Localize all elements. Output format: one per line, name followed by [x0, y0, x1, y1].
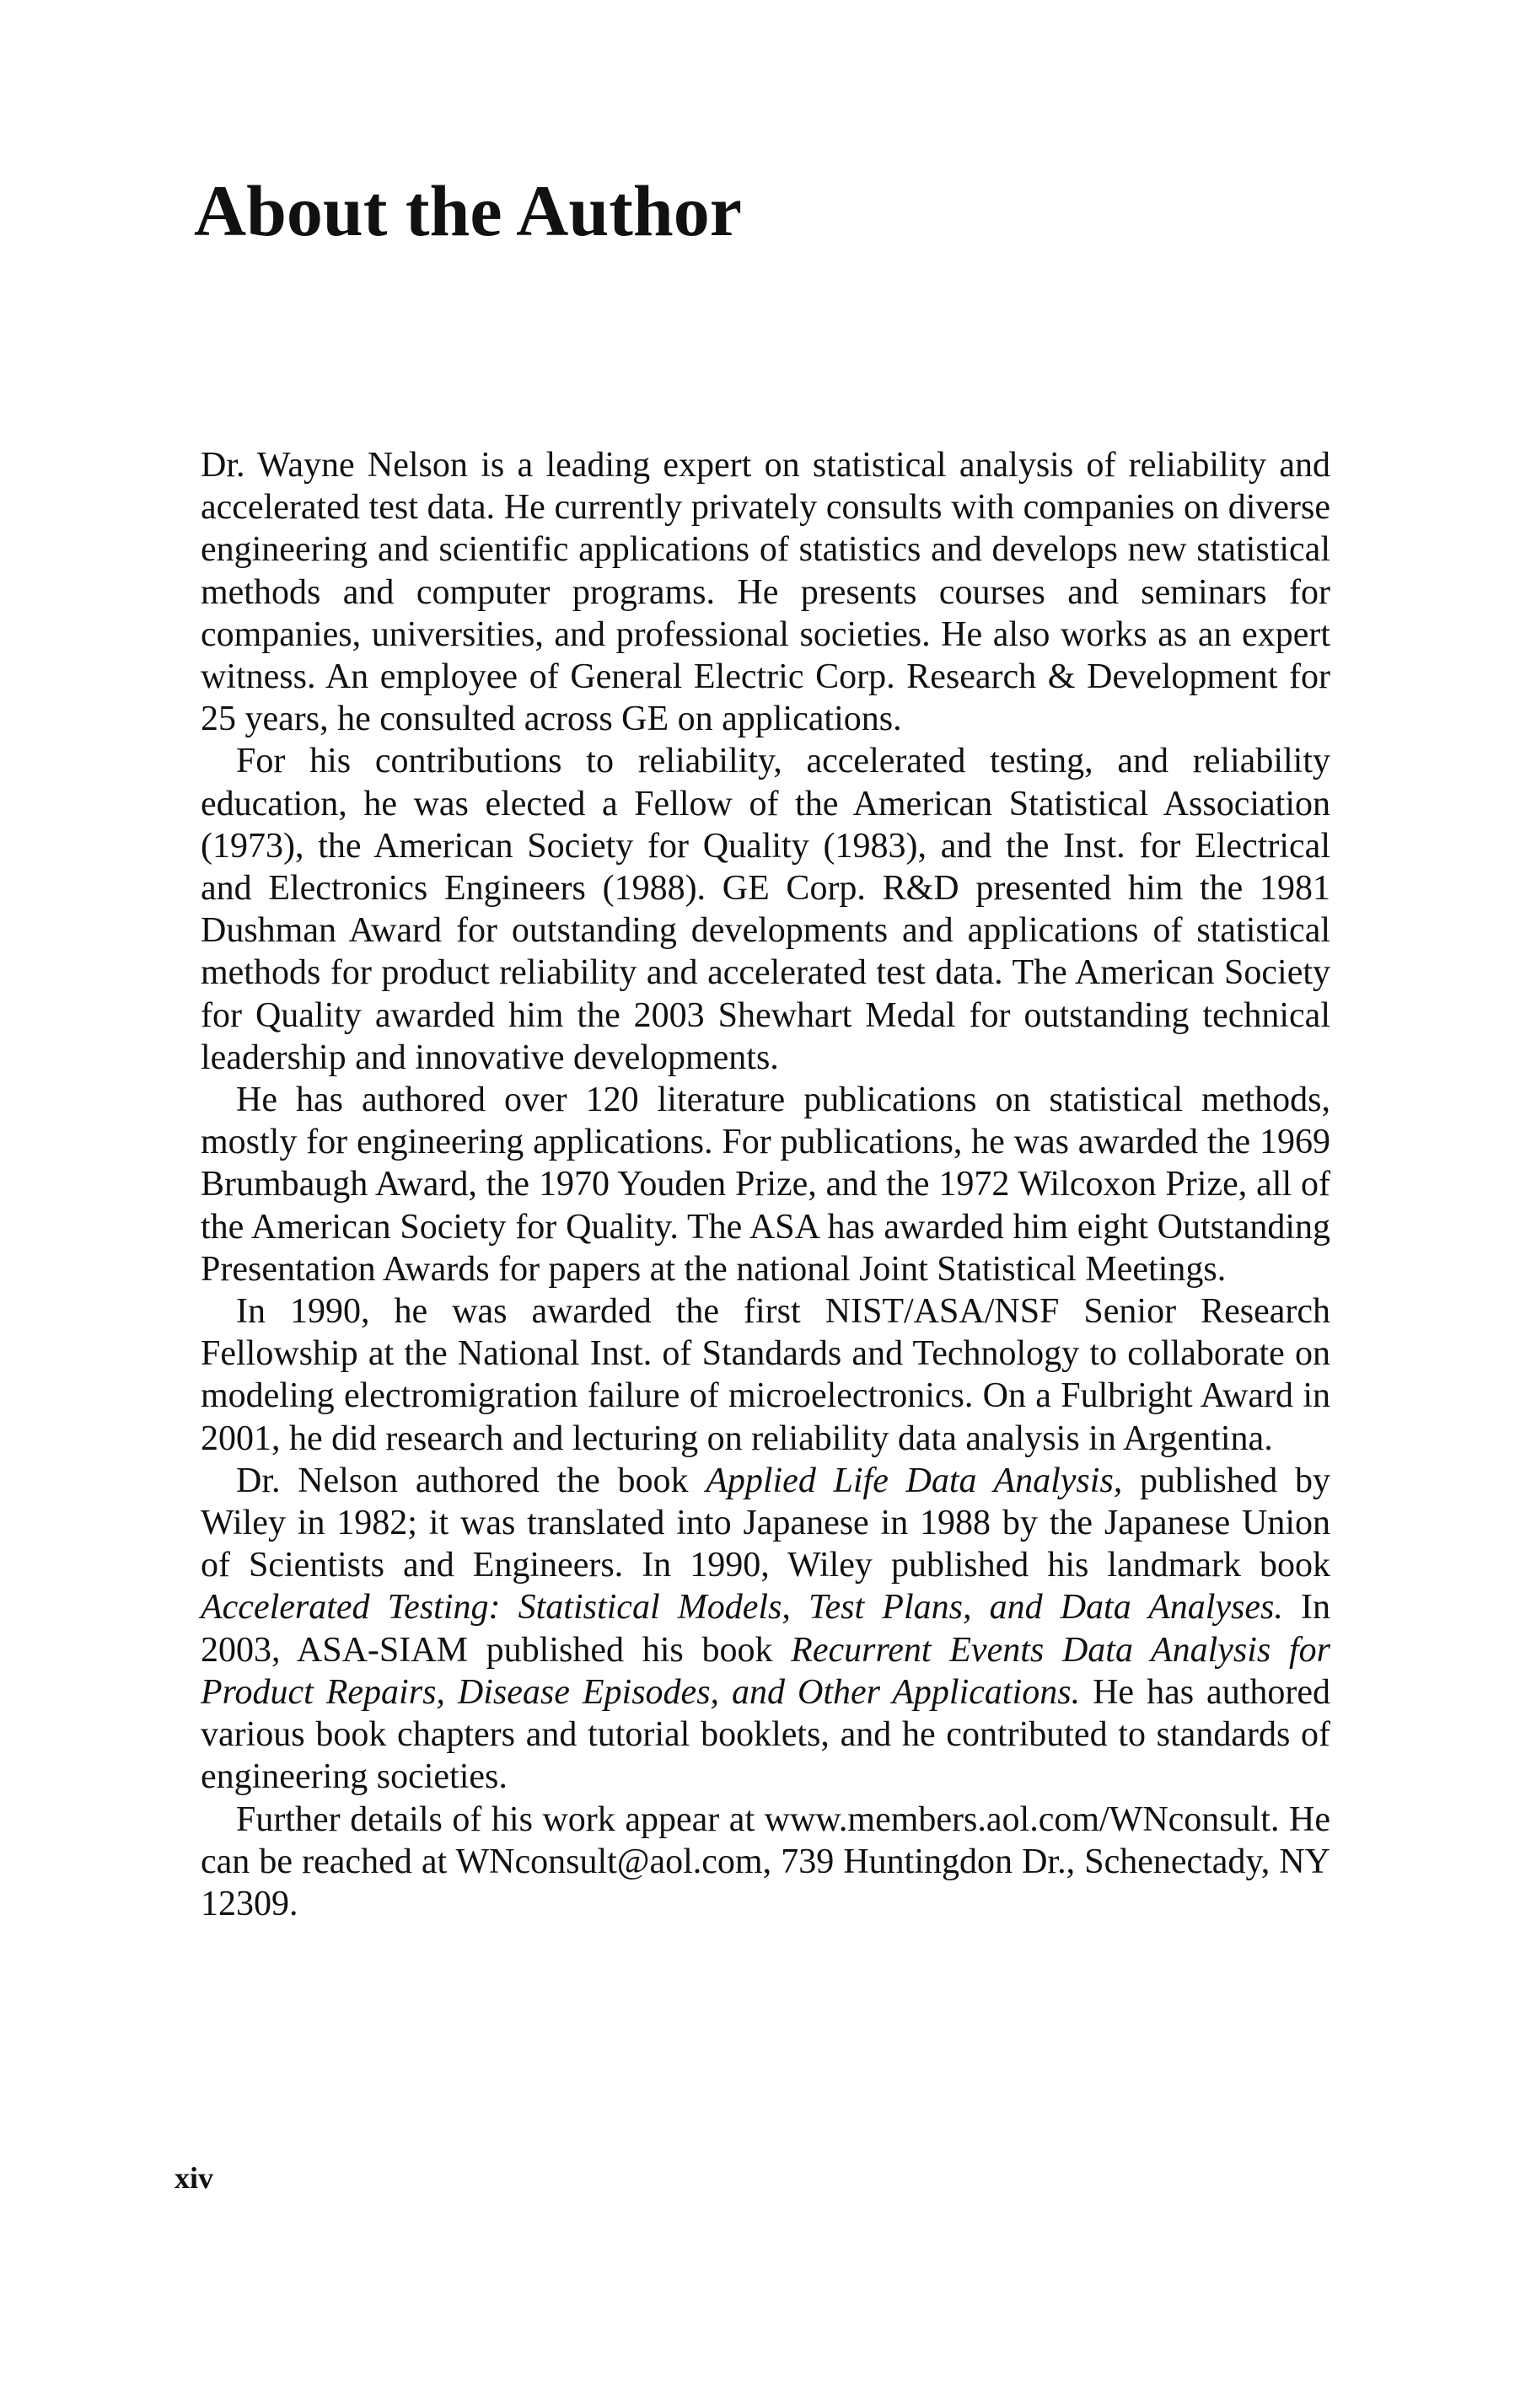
- intro-text: Dr. Wayne Nelson is a leading expert on statistical analysis of reliability and accelerated test data. He currently privately consults with companies on diverse engineering and scientific applications of statistics and develops new statistical methods and computer programs. He presents courses and seminars for companies, universities, and professional societies. He also works as an expert witness. An employee of General Electric Corp. Research & Development for 25 years, he consulted across GE on applications.: [201, 446, 1330, 739]
- paragraph-intro: [201, 444, 1330, 740]
- paragraph-books: [201, 1460, 1330, 1799]
- books-text-3: In 2003, ASA-SIAM published his book: [201, 1588, 1330, 1670]
- contact-text: Further details of his work appear at www.members.aol.com/WNconsult. He can be reached at WNconsult@aol.com, 739 Huntingdon Dr., Schenectady, NY 12309.: [201, 1799, 1330, 1923]
- paragraph-contact: [201, 1799, 1330, 1926]
- fellowship-text: In 1990, he was awarded the first NIST/ASA/NSF Senior Research Fellowship at the National Inst. of Standards and Technology to collaborate on modeling electromigration failure of microelectronics. On a Fulbright Award in 2001, he did research and lecturing on reliability data analysis in Argentina.: [201, 1292, 1330, 1458]
- books-text-2: published by Wiley in 1982; it was translated into Japanese in 1988 by the Japanese Union of Scientists and Engineers. In 1990, Wiley published his landmark book: [201, 1461, 1330, 1585]
- paragraph-fellowship: [201, 1290, 1330, 1460]
- book-title-accelerated-testing: Accelerated Testing: Statistical Models, Test Plans, and Data Analyses.: [201, 1588, 1283, 1628]
- author-biography: [201, 444, 1330, 1925]
- page-number: xiv: [175, 2161, 214, 2195]
- books-text-1: Dr. Nelson authored the book: [236, 1461, 706, 1500]
- publications-text: He has authored over 120 literature publications on statistical methods, mostly for engineering applications. For publications, he was awarded the 1969 Brumbaugh Award, the 1970 Youden Prize, and the 1972 Wilcoxon Prize, all of the American Society for Quality. The ASA has awarded him eight Outstanding Presentation Awards for papers at the national Joint Statistical Meetings.: [201, 1081, 1330, 1289]
- honors-text: For his contributions to reliability, accelerated testing, and reliability education, he was elected a Fellow of the American Statistical Association (1973), the American Society for Quality (1983), and the Inst. for Electrical and Electronics Engineers (1988). GE Corp. R&D presented him the 1981 Dushman Award for outstanding developments and applications of statistical methods for product reliability and accelerated test data. The American Society for Quality awarded him the 2003 Shewhart Medal for outstanding technical leadership and innovative developments.: [201, 742, 1330, 1077]
- paragraph-honors: [201, 740, 1330, 1079]
- book-title-recurrent-events: Recurrent Events Data Analysis for Product Repairs, Disease Episodes, and Other Applications.: [201, 1630, 1330, 1712]
- book-title-applied-life: Applied Life Data Analysis,: [706, 1461, 1123, 1500]
- books-text-4: He has authored various book chapters and tutorial booklets, and he contributed to standards of engineering societies.: [201, 1672, 1330, 1797]
- page-title: About the Author: [194, 170, 742, 251]
- paragraph-publications: [201, 1079, 1330, 1290]
